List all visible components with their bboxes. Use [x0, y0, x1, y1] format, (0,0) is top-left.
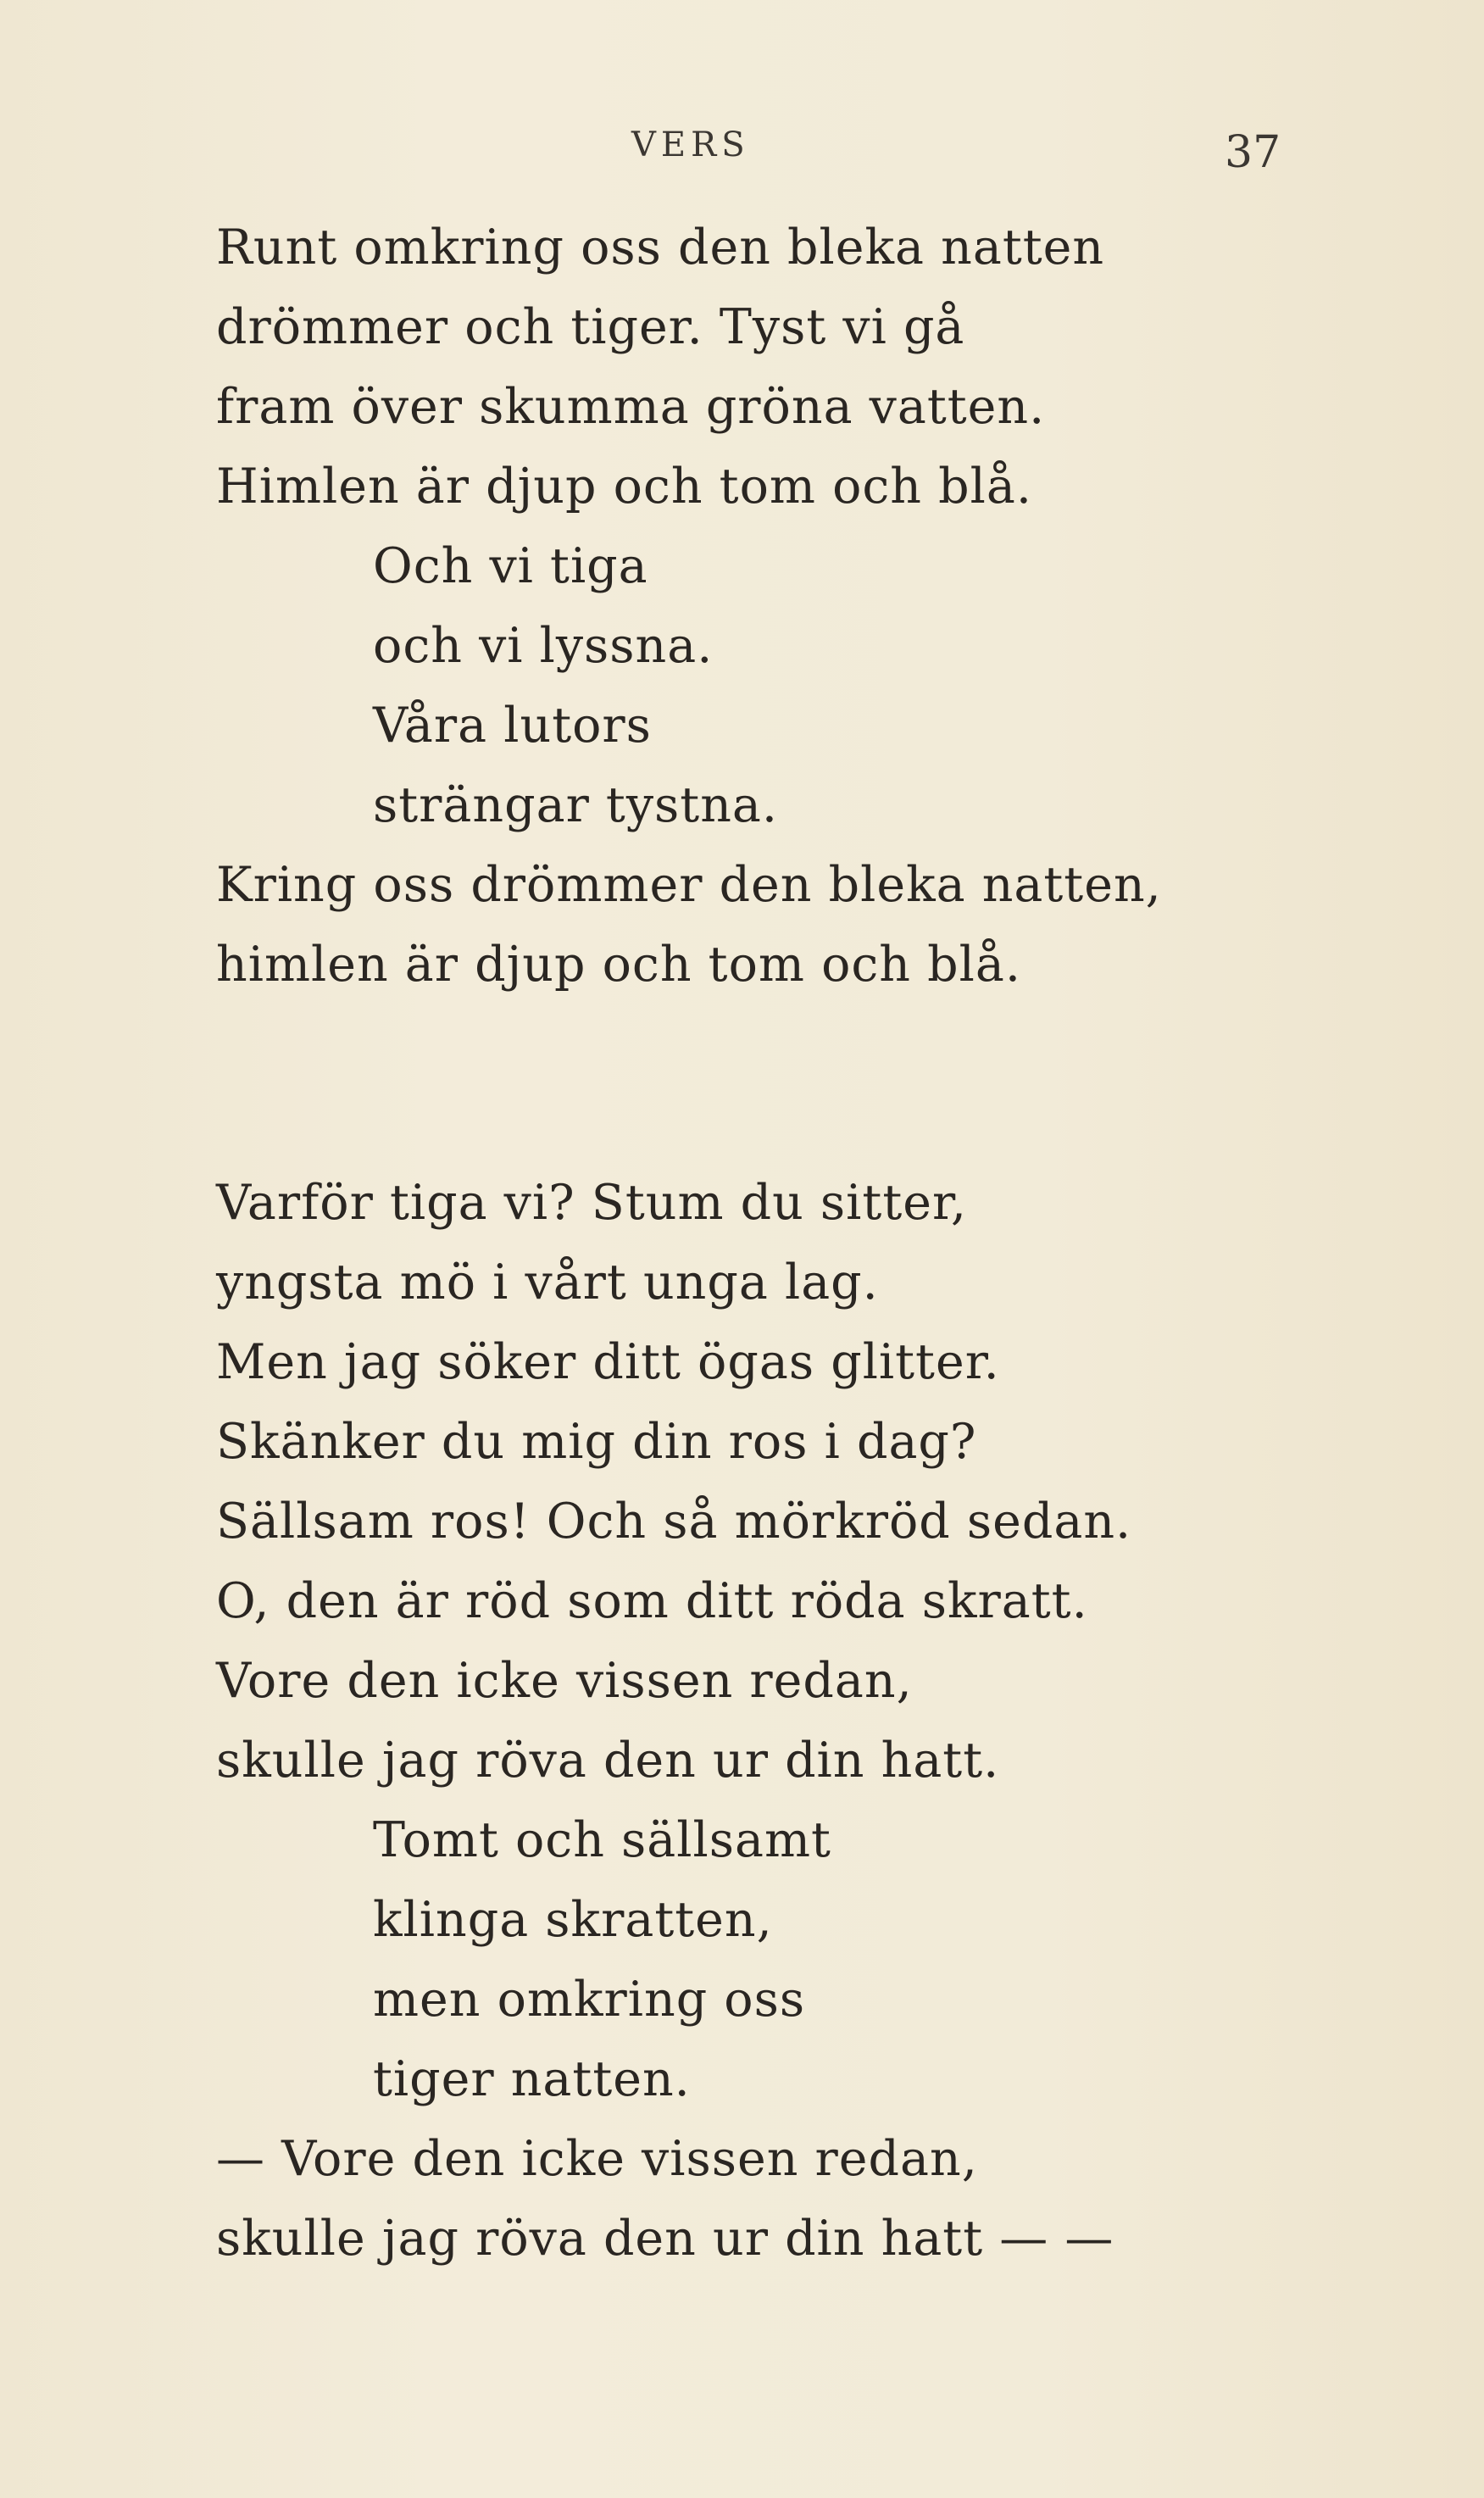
poem-line: Kring oss drömmer den bleka natten, — [216, 857, 1162, 913]
poem-line-indented: Och vi tiga — [373, 538, 648, 594]
poem-line: Varför tiga vi? Stum du sitter, — [216, 1175, 968, 1231]
poem-line: himlen är djup och tom och blå. — [216, 937, 1021, 993]
running-head: VERS — [631, 125, 750, 164]
poem-line: drömmer och tiger. Tyst vi gå — [216, 299, 965, 355]
poem-line-indented: tiger natten. — [373, 2051, 691, 2107]
poem-line: — Vore den icke vissen redan, — [216, 2131, 978, 2187]
stanza-1 — [216, 208, 1318, 1004]
poem — [216, 208, 1318, 2278]
poem-line: Vore den icke vissen redan, — [216, 1653, 913, 1709]
poem-line: Men jag söker ditt ögas glitter. — [216, 1334, 1000, 1390]
poem-line-indented: klinga skratten, — [373, 1892, 773, 1948]
poem-line: Sällsam ros! Och så mörkröd sedan. — [216, 1494, 1132, 1549]
poem-line: Himlen är djup och tom och blå. — [216, 459, 1032, 515]
poem-line: skulle jag röva den ur din hatt. — [216, 1733, 1000, 1789]
stanza-2 — [216, 1163, 1318, 2278]
poem-line: O, den är röd som ditt röda skratt. — [216, 1573, 1088, 1629]
poem-line: skulle jag röva den ur din hatt — — — [216, 2211, 1114, 2267]
poem-line: Skänker du mig din ros i dag? — [216, 1414, 977, 1470]
poem-line: fram över skumma gröna vatten. — [216, 379, 1046, 435]
poem-line: yngsta mö i vårt unga lag. — [216, 1255, 879, 1310]
poem-line: Runt omkring oss den bleka natten — [216, 220, 1105, 275]
poem-line-indented: Våra lutors — [373, 698, 652, 754]
poem-line-indented: Tomt och sällsamt — [373, 1812, 831, 1868]
page-number: 37 — [1225, 127, 1281, 178]
poem-line-indented: strängar tystna. — [373, 777, 779, 833]
poem-line-indented: men omkring oss — [373, 1972, 806, 2028]
poem-line-indented: och vi lyssna. — [373, 618, 714, 674]
